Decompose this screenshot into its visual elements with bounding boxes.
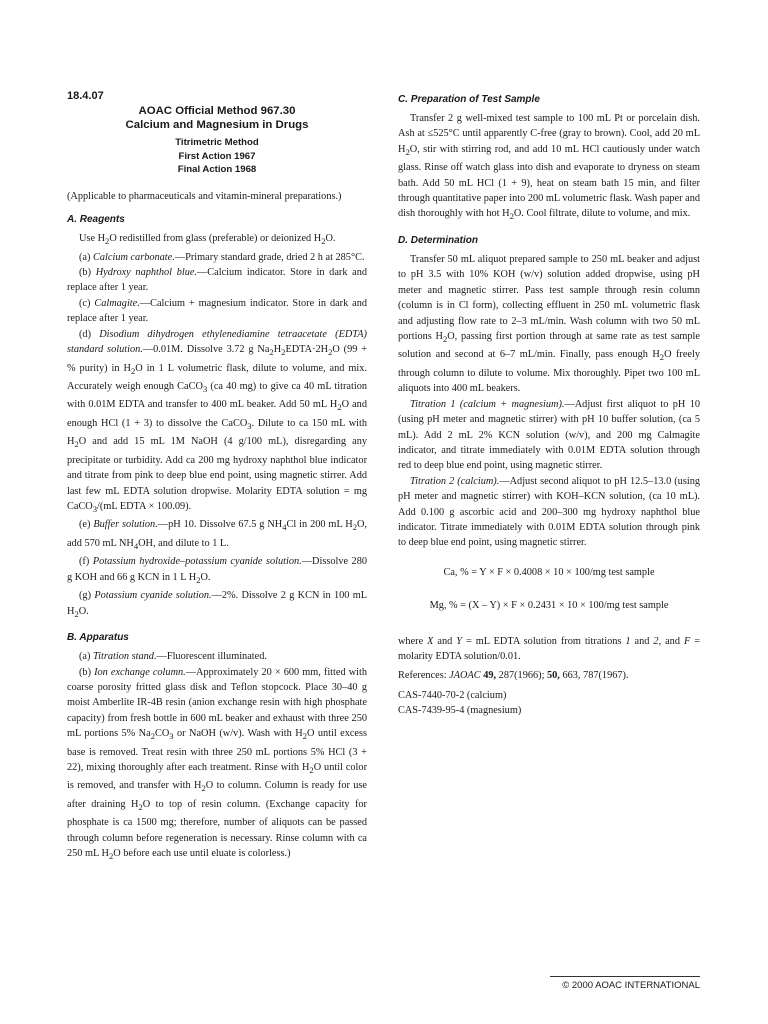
- reagent-f: (f) Potassium hydroxide–potassium cyanide solution.—Dissolve 280 g KOH and 66 g KCN in 1 L $H_2O$.: [67, 556, 368, 585]
- calcium-equation: Ca, % = Y × F × 0.4008 × 10 × 100/mg test sample: [443, 566, 655, 578]
- apparatus-a: (a) Titration stand.—Fluorescent illuminated.: [79, 651, 267, 663]
- section-number: 18.4.07: [67, 90, 104, 102]
- cas-calcium: CAS-7440-70-2 (calcium): [398, 689, 507, 701]
- magnesium-equation: Mg, % = (X – Y) × F × 0.2431 × 10 × 100/mg test sample: [429, 600, 669, 612]
- left-column: [67, 89, 367, 865]
- reagent-e: (e) Buffer solution.—pH 10. Dissolve 67.5 g $NH_4Cl$ in 200 mL $H_2O$, add 570 mL $NH_4OH$, and dilute to 1 L.: [67, 519, 368, 551]
- right-column: [398, 93, 700, 719]
- final-action: Final Action 1968: [177, 164, 257, 176]
- preparation-text: Transfer 2 g well-mixed test sample to 100 mL Pt or porcelain dish. Ash at ≤525°C until apparently C-free (gray to brown). Cool, add 20 mL $H_2O$, stir with stirring rod, and add 10 mL HCl cautiously under watch glass. Rinse off watch glass into dish and evaporate to dryness on steam bath. Add 50 mL HCl (1 + 9), heat on steam bath 15 min, and filter through quantitative paper into 200 mL volumetric flask. Wash paper and dish thoroughly with hot $H_2O$. Cool filtrate, dilute to volume, and mix.: [398, 113, 700, 222]
- titration-1: Titration 1 (calcium + magnesium).—Adjust first aliquot to pH 10 (using pH meter and magnetic stirrer) with pH 10 buffer solution, (ca 5 mL). Add 2 mL 2% KCN solution (w/v), and 200 mg Calmagite indicator, and titrate immediately with 0.01M EDTA solution through red to deep blue end point, using magnetic stirrer.: [398, 398, 700, 472]
- reagents-heading: A. Reagents: [67, 214, 125, 226]
- apparatus-b: (b) Ion exchange column.—Approximately 20 × 600 mm, fitted with coarse porosity fritted glass disk and Teflon stopcock. Place 30–40 g moist Amberlite IR-4B resin (anion exchange resin with high phosphate capacity) from fresh bottle in 600 mL beaker and exhaust with three 250 mL portions 5% $Na_2CO_3$ or NaOH (w/v). Wash with $H_2O$ until excess base is removed. Treat resin with three 250 mL portions 5% HCl (3 + 22), mixing thoroughly after each treatment. Rinse with $H_2O$ until color is removed, and transfer with $H_2O$ to column. Column is ready for use after draining $H_2O$ to top of resin column. (Exchange capacity for phosphate is ca 1500 mg; therefore, number of aliquots can be passed through column before regeneration is necessary. Rinse column with ca 250 mL $H_2O$ before each use until eluate is colorless.): [67, 666, 368, 862]
- reagent-b: (b) Hydroxy naphthol blue.—Calcium indicator. Store in dark and replace after 1 year.: [67, 267, 367, 294]
- preparation-heading: C. Preparation of Test Sample: [398, 94, 540, 105]
- reagents-intro: Use $H_2O$ redistilled from glass (preferable) or deionized $H_2O$.: [79, 233, 336, 247]
- titration-2: Titration 2 (calcium).—Adjust second aliquot to pH 12.5–13.0 (using pH meter and magnetic stirrer) with KOH–KCN solution, (ca 10 mL). Add 0.100 g ascorbic acid and 200–300 mg hydroxy naphthol blue indicator. Titrate immediately with 0.01M EDTA solution through pink to deep blue end point, using magnetic stirrer.: [398, 475, 700, 549]
- cas-magnesium: CAS-7439-95-4 (magnesium): [398, 705, 522, 717]
- method-type: Titrimetric Method: [175, 137, 259, 148]
- scope-note: (Applicable to pharmaceuticals and vitamin-mineral preparations.): [67, 190, 342, 202]
- reagent-c: (c) Calmagite.—Calcium + magnesium indicator. Store in dark and replace after 1 year.: [67, 297, 367, 325]
- references: References: JAOAC 49, 287(1966); 50, 663, 787(1967).: [398, 670, 629, 682]
- determination-text: Transfer 50 mL aliquot prepared sample to 250 mL beaker and adjust to pH 3.5 with 10% KOH (w/v) solution added dropwise, using pH meter and magnetic stirrer. Pass test sample through resin column (column is in Cl form), collecting effluent in 250 mL volumetric flask and adjusting flow rate to 2–3 mL/min. Wash column with two 50 mL portions $H_2O$, passing first portion through at same rate as test sample solution and second at 6–7 mL/min. Finally, pass enough $H_2O$ freely through column to dilute to volume. Mix thoroughly. Pipet two 100 mL aliquots into 400 mL beakers.: [398, 253, 700, 395]
- reagent-d: (d) Disodium dihydrogen ethylenediamine tetraacetate (EDTA) standard solution.—0.01M. Dissolve 3.72 g $Na_2H_2EDTA\cdot 2H_2O$ (99 + % purity) in $H_2O$ in 1 L volumetric flask, dilute to volume, and mix. Accurately weigh enough CaCO$_3$ (ca 40 mg) to give ca 40 mL titration with 0.01M EDTA and transfer to 400 mL beaker. Add 50 mL $H_2O$ and enough HCl (1 + 3) to dissolve the CaCO$_3$. Dilute to ca 150 mL with $H_2O$ and add 15 mL 1M NaOH (4 g/100 mL), disregarding any precipitate or turbidity. Add ca 200 mg hydroxy naphthol blue indicator and titrate from pink to deep blue end point, using magnetic stirrer. Add last few mL EDTA solution dropwise. Molarity EDTA solution = mg CaCO$_3$/(mL EDTA × 100.09).: [67, 328, 368, 515]
- reagent-a: (a) Calcium carbonate.—Primary standard grade, dried 2 h at 285°C.: [79, 251, 365, 263]
- first-action: First Action 1967: [178, 150, 256, 162]
- method-subject: Calcium and Magnesium in Drugs: [125, 119, 309, 131]
- copyright-footer: © 2000 AOAC INTERNATIONAL: [550, 976, 700, 991]
- where-clause: where X and Y = mL EDTA solution from titrations 1 and 2, and F = molarity EDTA solution/0.01.: [398, 635, 701, 662]
- method-title: AOAC Official Method 967.30: [138, 105, 296, 117]
- apparatus-heading: B. Apparatus: [67, 632, 129, 644]
- determination-heading: D. Determination: [398, 234, 479, 246]
- reagent-g: (g) Potassium cyanide solution.—2%. Dissolve 2 g KCN in 100 mL $H_2O$.: [67, 590, 368, 619]
